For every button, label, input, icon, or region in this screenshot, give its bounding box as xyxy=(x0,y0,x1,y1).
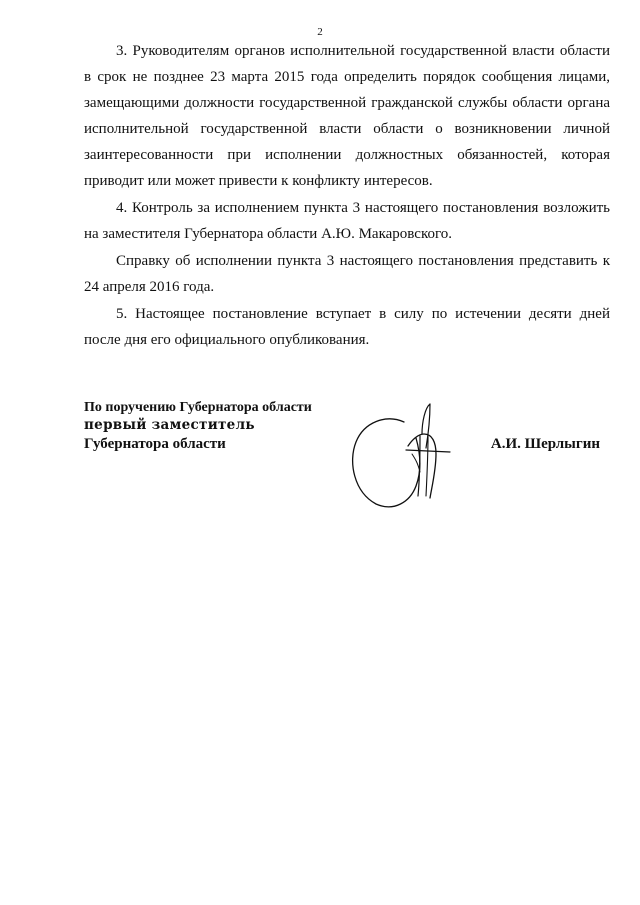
paragraph-item-3: 3. Руководителям органов исполнительной государственной власти области в срок не позднее 23 марта 2015 года определить порядок сообщения лицами, замещающими должности государственной гражданской службы области органа исполнительной государственной власти области о возникновении личной заинтересованности при исполнении должностных обязанностей, которая приводит или может привести к конфликту интересов. xyxy=(84,43,610,189)
paragraph-item-5: 5. Настоящее постановление вступает в силу по истечении десяти дней после дня его официального опубликования. xyxy=(84,306,610,348)
paragraph-report-deadline: Справку об исполнении пункта 3 настоящего постановления представить к 24 апреля 2016 года. xyxy=(84,253,610,295)
page-number: 2 xyxy=(317,26,323,38)
signature-block xyxy=(84,400,610,520)
handwritten-signature xyxy=(346,400,466,516)
signatory-position-line: первый заместитель xyxy=(84,417,255,433)
signer-name: А.И. Шерлыгин xyxy=(490,436,600,452)
document-body xyxy=(84,38,610,353)
paragraph-item-4: 4. Контроль за исполнением пункта 3 настоящего постановления возложить на заместителя Губернатора области А.Ю. Макаровского. xyxy=(84,200,610,242)
signatory-position-line-2: Губернатора области xyxy=(84,436,226,452)
signatory-authority-line: По поручению Губернатора области xyxy=(84,400,312,415)
